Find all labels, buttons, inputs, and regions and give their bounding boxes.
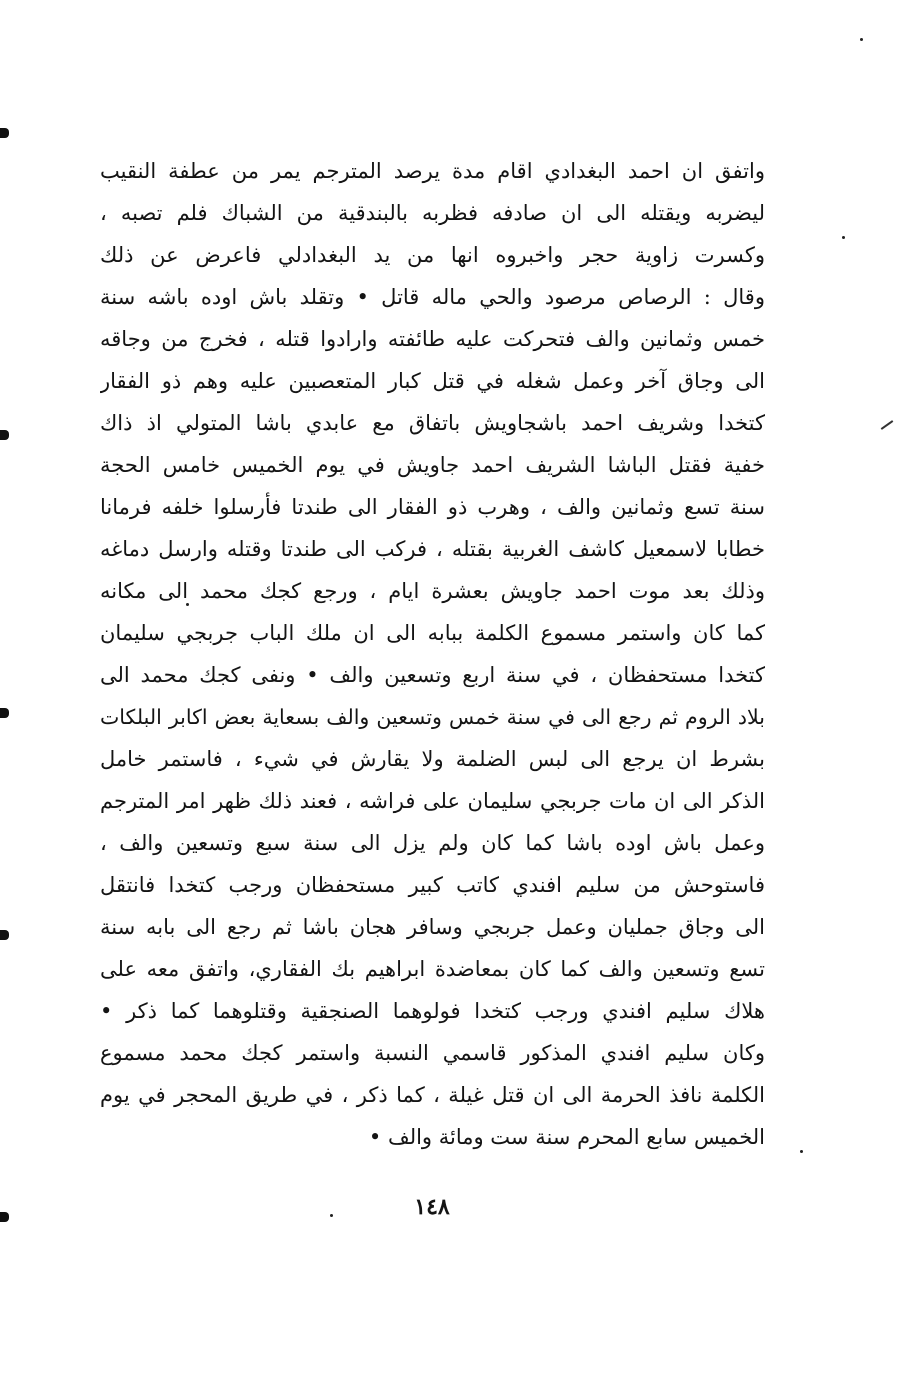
text-line: بلاد الروم ثم رجع الى في سنة خمس وتسعين والف بسعاية بعض اكابر البلكات — [100, 705, 765, 729]
text-line: خمس وثمانين والف فتحركت عليه طائفته وارادوا قتله ، فخرج من وجاقه — [100, 327, 765, 351]
scan-edge-mark — [0, 128, 9, 138]
scan-edge-mark — [0, 708, 9, 718]
text-line: الذكر الى ان مات جربجي سليمان على فراشه ، فعند ذلك ظهر امر المترجم — [100, 789, 765, 813]
text-line: الى وجاق آخر وعمل شغله في قتل كبار المتعصبين عليه وهم ذو الفقار — [100, 369, 765, 393]
scan-speck — [800, 1150, 803, 1153]
scan-stroke — [881, 420, 894, 430]
scan-speck — [842, 236, 845, 239]
text-line: وعمل باش اوده باشا كما كان ولم يزل الى سنة سبع وتسعين والف ، — [100, 831, 765, 855]
body-text — [100, 150, 765, 1158]
text-line: واتفق ان احمد البغدادي اقام مدة يرصد المترجم يمر من عطفة النقيب — [100, 159, 765, 183]
text-line: وذلك بعد موت احمد جاويش بعشرة ايام ، ورجع كجك محمد الى مكانه — [100, 579, 765, 603]
text-line: كما كان واستمر مسموع الكلمة ببابه الى ان ملك الباب جربجي سليمان — [100, 621, 765, 645]
text-line: تسع وتسعين والف كما كان بمعاضدة ابراهيم بك الفقاري، واتفق معه على — [100, 957, 765, 981]
text-line: خطابا لاسمعيل كاشف الغربية بقتله ، فركب الى طندتا وقتله وارسل دماغه — [100, 537, 765, 561]
text-line: بشرط ان يرجع الى لبس الضلمة ولا يقارش في شيء ، فاستمر خامل — [100, 747, 765, 771]
text-line: ليضربه ويقتله الى ان صادفه فظربه بالبندقية من الشباك فلم تصبه ، — [100, 201, 765, 225]
scan-edge-mark — [0, 930, 9, 940]
text-line: وقال : الرصاص مرصود والحي ماله قاتل • وتقلد باش اوده باشه سنة — [100, 285, 765, 309]
text-line: الى وجاق جمليان وعمل جربجي وسافر هجان باشا ثم رجع الى بابه سنة — [100, 915, 765, 939]
text-line: وكسرت زاوية حجر واخبروه انها من يد البغدادلي فاعرض عن ذلك — [100, 243, 765, 267]
text-line: كتخدا مستحفظان ، في سنة اربع وتسعين والف • ونفى كجك محمد الى — [100, 663, 765, 687]
text-line: فاستوحش من سليم افندي كاتب كبير مستحفظان ورجب كتخدا فانتقل — [100, 873, 765, 897]
text-line: الكلمة نافذ الحرمة الى ان قتل غيلة ، كما ذكر ، في طريق المحجر في يوم — [100, 1083, 765, 1107]
scan-edge-mark — [0, 430, 9, 440]
text-line: هلاك سليم افندي ورجب كتخدا فولوهما الصنجقية وقتلوهما كما ذكر • — [100, 999, 765, 1023]
text-line: سنة تسع وثمانين والف ، وهرب ذو الفقار الى طندتا فأرسلوا خلفه فرمانا — [100, 495, 765, 519]
text-line: وكان سليم افندي المذكور قاسمي النسبة واستمر كجك محمد مسموع — [100, 1041, 765, 1065]
text-line: كتخدا وشريف احمد باشجاويش باتفاق مع عابدي باشا المتولي اذ ذاك — [100, 411, 765, 435]
scan-speck — [860, 38, 863, 41]
text-line: خفية فقتل الباشا الشريف احمد جاويش في يوم الخميس خامس الحجة — [100, 453, 765, 477]
text-line: الخميس سابع المحرم سنة ست ومائة والف • — [368, 1125, 765, 1149]
page-number: ١٤٨ — [414, 1194, 450, 1220]
